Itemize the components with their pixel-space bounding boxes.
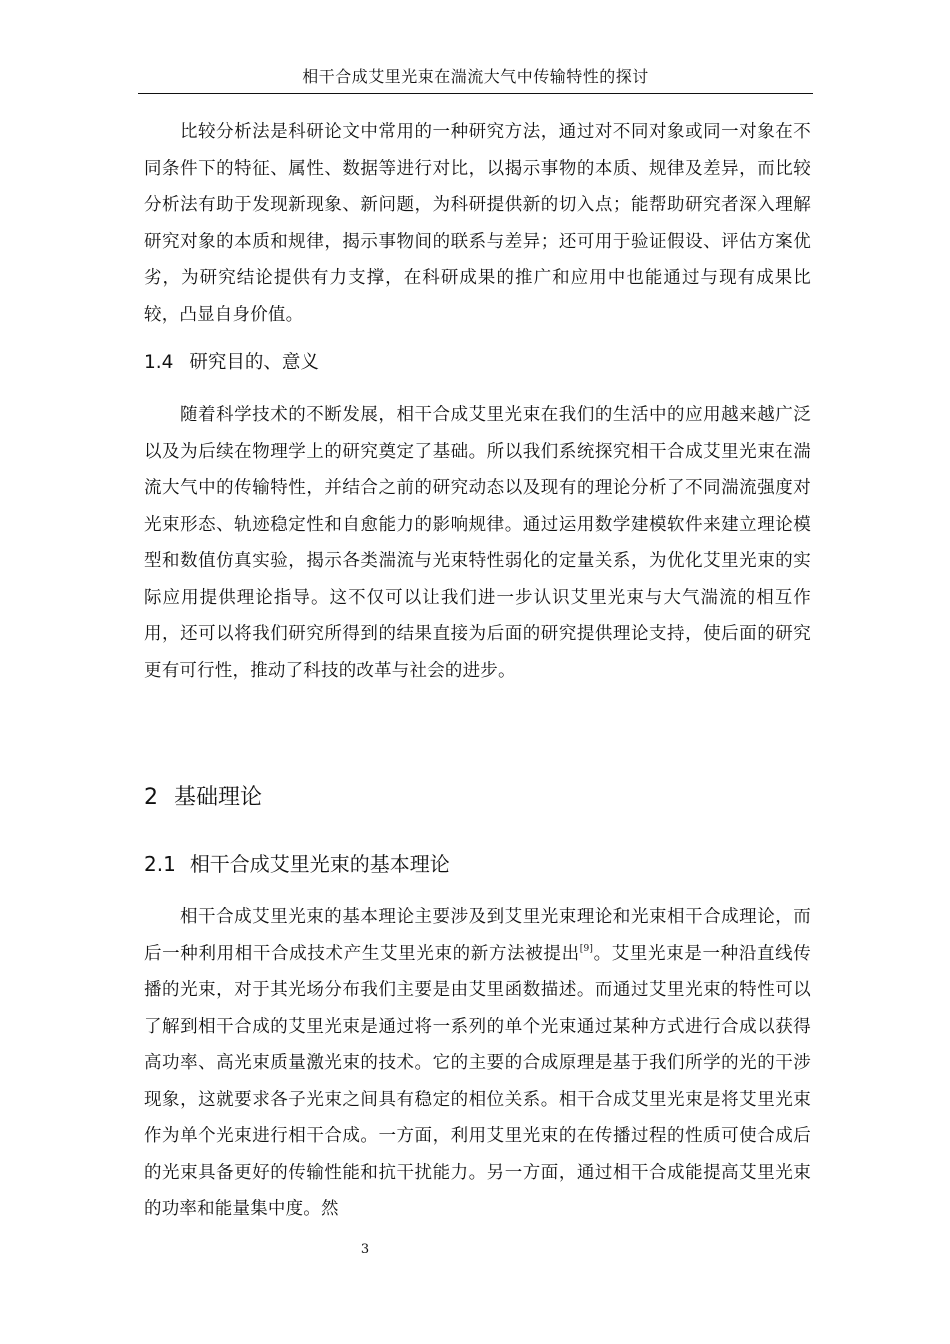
intro-paragraph: 比较分析法是科研论文中常用的一种研究方法，通过对不同对象或同一对象在不同条件下的特征、属性、数据等进行对比，以揭示事物的本质、规律及差异，而比较分析法有助于发现新现象、新问题，为科研提供新的切入点；能帮助研究者深入理解研究对象的本质和规律，揭示事物间的联系与差异；还可用于验证假设、评估方案优劣，为研究结论提供有力支撑，在科研成果的推广和应用中也能通过与现有成果比较，凸显自身价值。 [144,122,811,325]
section-2-1-text-before-citation: 相干合成艾里光束的基本理论主要涉及到艾里光束理论和光束相干合成理论，而后一种利用相干合成技术产生艾里光束的新方法被提出 [144,907,811,964]
header-rule [138,93,813,94]
section-1-4-number: 1.4 [144,352,174,373]
section-2-1-number: 2.1 [144,852,176,876]
section-1-4-heading [144,350,319,376]
section-2-1-paragraph [144,899,811,1228]
page-number: 3 [360,1242,370,1257]
chapter-2-title: 基础理论 [174,785,263,810]
section-2-1-title: 相干合成艾里光束的基本理论 [189,852,450,876]
citation-reference[interactable]: [9] [579,943,594,954]
running-header-title: 相干合成艾里光束在湍流大气中传输特性的探讨 [302,67,649,86]
section-2-1-heading [144,850,450,878]
chapter-2-heading [144,783,262,813]
section-1-4-paragraph: 随着科学技术的不断发展，相干合成艾里光束在我们的生活中的应用越来越广泛以及为后续在物理学上的研究奠定了基础。所以我们系统探究相干合成艾里光束在湍流大气中的传输特性，并结合之前的研究动态以及现有的理论分析了不同湍流强度对光束形态、轨迹稳定性和自愈能力的影响规律。通过运用数学建模软件来建立理论模型和数值仿真实验，揭示各类湍流与光束特性弱化的定量关系，为优化艾里光束的实际应用提供理论指导。这不仅可以让我们进一步认识艾里光束与大气湍流的相互作用，还可以将我们研究所得到的结果直接为后面的研究提供理论支持，使后面的研究更有可行性，推动了科技的改革与社会的进步。 [144,405,811,681]
section-1-4-title: 研究目的、意义 [189,352,319,373]
section-2-1-text-after-citation: 。艾里光束是一种沿直线传播的光束，对于其光场分布我们主要是由艾里函数描述。而通过艾里光束的特性可以了解到相干合成的艾里光束是通过将一系列的单个光束通过某种方式进行合成以获得高功率、高光束质量激光束的技术。它的主要的合成原理是基于我们所学的光的干涉现象，这就要求各子光束之间具有稳定的相位关系。相干合成艾里光束是将艾里光束作为单个光束进行相干合成。一方面，利用艾里光束的在传播过程的性质可使合成后的光束具备更好的传输性能和抗干扰能力。另一方面，通过相干合成能提高艾里光束的功率和能量集中度。然 [144,943,811,1219]
chapter-2-number: 2 [144,785,158,810]
